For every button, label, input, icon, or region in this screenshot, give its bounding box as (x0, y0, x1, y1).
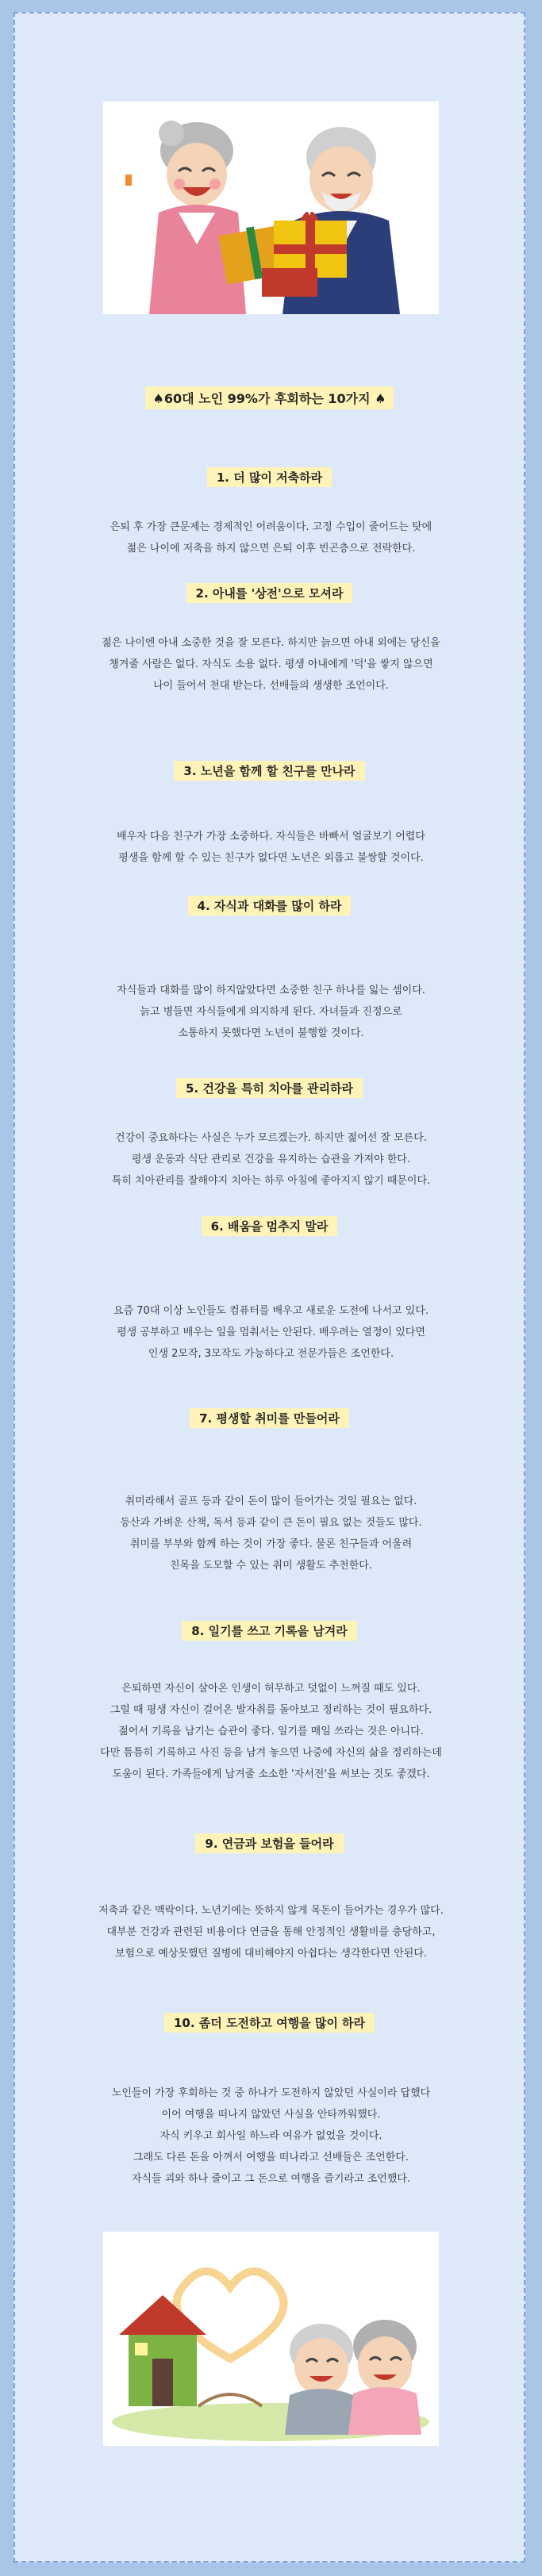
section-title-2: 2. 아내를 '상전'으로 모셔라 (15, 583, 524, 603)
section-body-6: 요즘 70대 이상 노인들도 컴퓨터를 배우고 새로운 도전에 나서고 있다. 평생 공부하고 배우는 일을 멈춰서는 안된다. 배우려는 열정이 있다면 인생 2모작, 3모작도 가능하다고 전문가들은 조언한다. (113, 1305, 429, 1360)
main-title (15, 386, 524, 409)
section-body-5: 건강이 중요하다는 사실은 누가 모르겠는가. 하지만 젊어선 잘 모른다. 평생 운동과 식단 관리로 건강을 유지하는 습관을 가져야 한다. 특히 치아관리를 잘해야지 치아는 하루 아침에 좋아지지 않기 때문이다. (111, 1132, 431, 1187)
section-body-4: 자식들과 대화를 많이 하지않았다면 소중한 친구 하나를 잃는 셈이다. 늙고 병들면 자식들에게 의지하게 된다. 자녀들과 진정으로 소통하지 못했다면 노년이 불행할 것이다. (117, 985, 425, 1039)
section-title-4: 4. 자식과 대화를 많이 하라 (15, 896, 524, 916)
elderly-couple-gift-icon (103, 102, 439, 314)
section-title-6: 6. 배움을 멈추지 말라 (15, 1216, 524, 1236)
page-background (4, 4, 538, 2572)
section-title-5: 5. 건강을 특히 치아를 관리하라 (15, 1078, 524, 1098)
section-title-8: 8. 일기를 쓰고 기록을 남겨라 (15, 1621, 524, 1641)
main-title-text: ♠60대 노인 99%가 후회하는 10가지 ♠ (145, 386, 394, 409)
section-title-9: 9. 연금과 보험을 들어라 (15, 1833, 524, 1853)
section-title-7: 7. 평생할 취미를 만들어라 (15, 1408, 524, 1428)
section-body-10: 노인들이 가장 후회하는 것 중 하나가 도전하지 않았던 사실이라 답했다 이어 여행을 떠나지 않았던 사실을 안타까워했다. 자식 키우고 회사일 하느라 여유가 없었을 것이다. 그래도 다른 돈을 아껴서 여행을 떠나라고 선배들은 조언한다. 자식들 괴와 하나 줄이고 그 돈으로 여행을 즐기라고 조언했다. (111, 2087, 431, 2185)
section-title-10: 10. 좀더 도전하고 여행을 많이 하라 (15, 2013, 524, 2033)
section-body-2: 젊은 나이엔 아내 소중한 것을 잘 모른다. 하지만 늙으면 아내 외에는 당신을 챙겨줄 사람은 없다. 자식도 소용 없다. 평생 아내에게 '덕'을 쌓지 않으면 나이 들어서 천대 받는다. 선배들의 생생한 조언이다. (102, 637, 440, 692)
section-body-8: 은퇴하면 자신이 살아온 인생이 허무하고 덧없이 느껴질 때도 있다. 그럴 때 평생 자신이 걸어온 발자취를 돌아보고 정리하는 것이 필요하다. 젊어서 기록을 남기는 습관이 좋다. 일기를 매일 쓰라는 것은 아니다. 다만 틈틈히 기록하고 사진 등을 남겨 놓으면 나중에 자신의 삶을 정리하는데 도움이 된다. 가족들에게 남겨줄 소소한 '자서전'을 써보는 것도 좋겠다. (100, 1683, 442, 1780)
elderly-couple-house-icon (103, 2232, 439, 2446)
content-panel (13, 12, 525, 2563)
section-body-1: 은퇴 후 가장 큰문제는 경제적인 어려움이다. 고정 수입이 줄어드는 탓에 젊은 나이에 저축을 하지 않으면 은퇴 이후 빈곤층으로 전락한다. (110, 521, 432, 555)
section-body-7: 취미라해서 골프 등과 같이 돈이 많이 들어가는 것일 필요는 없다. 등산과 가벼운 산책, 독서 등과 같이 큰 돈이 필요 없는 것들도 많다. 취미를 부부와 함께 하는 것이 가장 좋다. 물론 친구들과 어울려 친목을 도모할 수 있는 취미 생활도 추천한다. (120, 1495, 422, 1572)
section-body-3: 배우자 다음 친구가 가장 소중하다. 자식들은 바빠서 얼굴보기 어렵다 평생을 함께 할 수 있는 친구가 없다면 노년은 외롭고 불쌍할 것이다. (117, 831, 425, 864)
elderly-couple-gift-illustration (102, 101, 440, 315)
section-title-3: 3. 노년을 함께 할 친구를 만나라 (15, 761, 524, 781)
elderly-couple-house-illustration (102, 2231, 440, 2447)
section-body-9: 저축과 같은 맥락이다. 노년기에는 뜻하지 않게 목돈이 들어가는 경우가 많다. 대부분 건강과 관련된 비용이다 연금을 통해 안정적인 생활비를 충당하고, 보험으로 예상못했던 질병에 대비해야지 아쉽다는 생각한다면 안된다. (98, 1905, 444, 1960)
section-title-1: 1. 더 많이 저축하라 (15, 467, 524, 487)
